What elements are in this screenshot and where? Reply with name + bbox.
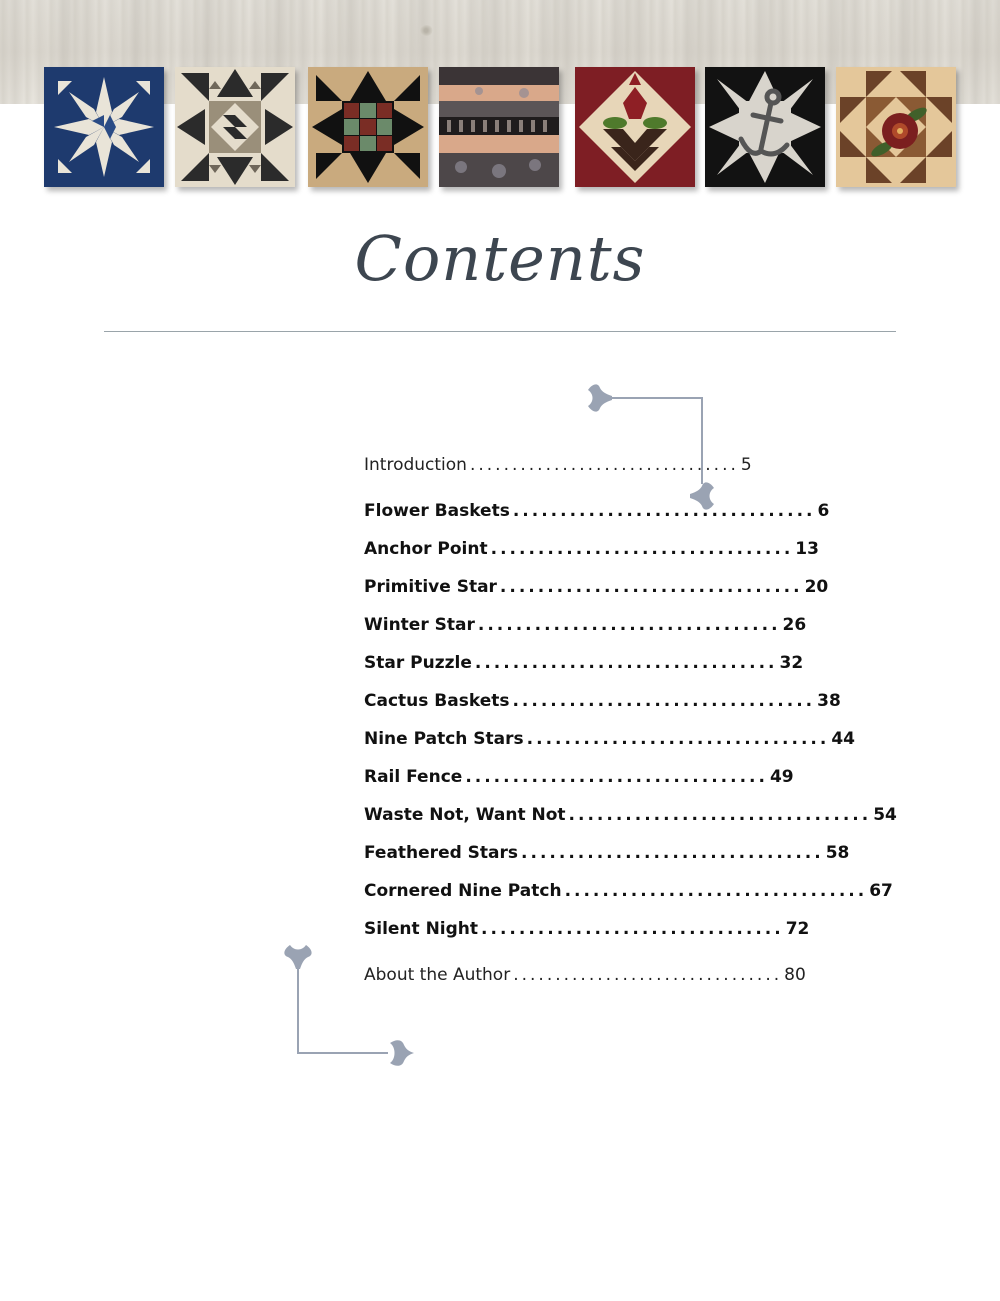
toc-page: 5 xyxy=(740,455,752,475)
dot-leader: ................................ xyxy=(481,919,784,939)
toc-label: Cornered Nine Patch xyxy=(364,881,562,901)
toc-entry-introduction[interactable] xyxy=(364,455,752,481)
toc-label: Waste Not, Want Not xyxy=(364,805,566,825)
wood-knot xyxy=(419,25,433,36)
toc-page: 38 xyxy=(817,691,841,711)
toc-page: 67 xyxy=(869,881,893,901)
dot-leader: ................................ xyxy=(526,729,830,749)
dot-leader: ................................ xyxy=(490,539,794,559)
ornament-top-right xyxy=(580,380,720,520)
toc-entry-cornered-nine-patch[interactable] xyxy=(364,881,893,907)
toc-page: 72 xyxy=(785,919,810,939)
toc-page: 20 xyxy=(804,577,829,597)
dot-leader: ................................ xyxy=(512,501,816,521)
quilt-block-anchor-star xyxy=(705,67,825,187)
toc-label: Star Puzzle xyxy=(364,653,472,673)
toc-page: 58 xyxy=(825,843,850,863)
toc-entry-about-the-author[interactable] xyxy=(364,965,806,991)
toc-page: 44 xyxy=(831,729,855,749)
toc-page: 54 xyxy=(873,805,897,825)
toc-label: Flower Baskets xyxy=(364,501,510,521)
toc-label: Nine Patch Stars xyxy=(364,729,524,749)
toc-label: Winter Star xyxy=(364,615,475,635)
toc-entry-silent-night[interactable] xyxy=(364,919,810,945)
dot-leader: ................................ xyxy=(474,653,778,673)
toc-label: Silent Night xyxy=(364,919,479,939)
toc-entry-winter-star[interactable] xyxy=(364,615,807,641)
toc-entry-cactus-baskets[interactable] xyxy=(364,691,841,717)
toc-entry-flower-baskets[interactable] xyxy=(364,501,830,527)
title-divider xyxy=(104,331,896,332)
quilt-block-flower-basket xyxy=(575,67,695,187)
toc-page: 26 xyxy=(782,615,807,635)
dot-leader: ................................ xyxy=(512,691,816,711)
dot-leader: ................................ xyxy=(469,455,739,475)
quilt-block-primitive-star xyxy=(308,67,428,187)
dot-leader: ................................ xyxy=(568,805,872,825)
toc-entry-anchor-point[interactable] xyxy=(364,539,819,565)
dot-leader: ................................ xyxy=(564,881,868,901)
toc-page: 49 xyxy=(769,767,794,787)
toc-label: About the Author xyxy=(364,965,511,985)
toc-label: Introduction xyxy=(364,455,467,475)
toc-page: 80 xyxy=(784,965,806,985)
page-title: Contents xyxy=(354,222,646,295)
toc-label: Primitive Star xyxy=(364,577,497,597)
ornament-bottom-left xyxy=(280,935,420,1075)
dot-leader: ................................ xyxy=(477,615,781,635)
toc-page: 6 xyxy=(817,501,830,521)
toc-entry-star-puzzle[interactable] xyxy=(364,653,804,679)
dot-leader: ................................ xyxy=(513,965,783,985)
quilt-block-feathered-star xyxy=(175,67,295,187)
toc-label: Anchor Point xyxy=(364,539,488,559)
dot-leader: ................................ xyxy=(499,577,803,597)
toc-page: 13 xyxy=(795,539,819,559)
toc-page: 32 xyxy=(779,653,804,673)
quilt-block-rail-fence xyxy=(439,67,559,187)
dot-leader: ................................ xyxy=(521,843,824,863)
quilt-block-rose-star xyxy=(836,67,956,187)
toc-entry-feathered-stars[interactable] xyxy=(364,843,850,869)
toc-label: Cactus Baskets xyxy=(364,691,510,711)
dot-leader: ................................ xyxy=(465,767,768,787)
toc-label: Feathered Stars xyxy=(364,843,519,863)
toc-entry-rail-fence[interactable] xyxy=(364,767,794,793)
toc-entry-nine-patch-stars[interactable] xyxy=(364,729,855,755)
toc-entry-waste-not-want-not[interactable] xyxy=(364,805,897,831)
toc-label: Rail Fence xyxy=(364,767,463,787)
quilt-block-blue-star xyxy=(44,67,164,187)
toc-entry-primitive-star[interactable] xyxy=(364,577,829,603)
